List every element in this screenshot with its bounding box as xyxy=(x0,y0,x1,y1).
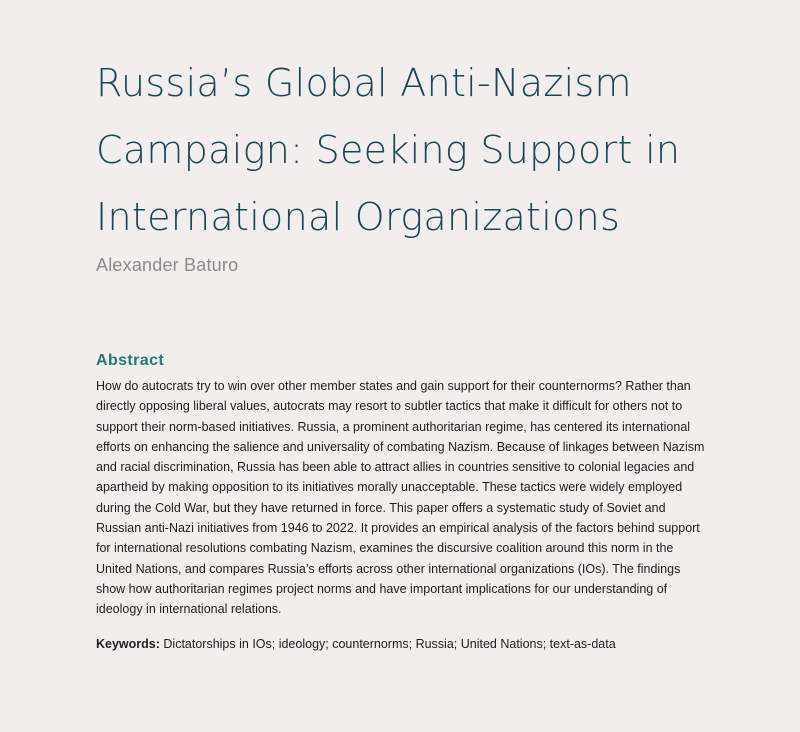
keywords-list: Dictatorships in IOs; ideology; counternorms; Russia; United Nations; text-as-data xyxy=(163,636,616,651)
keywords-label: Keywords: xyxy=(96,636,160,651)
author-name: Alexander Baturo xyxy=(96,255,239,275)
abstract-body: How do autocrats try to win over other member states and gain support for their counternorms? Rather than directly opposing liberal values, autocrats may resort to subtler tactics that make it difficult for others not to support their norm-based initiatives. Russia, a prominent authoritarian regime, has centered its international efforts on enhancing the salience and universality of combating Nazism. Because of linkages between Nazism and racial discrimination, Russia has been able to attract allies in countries sensitive to colonial legacies and apartheid by making opposition to its initiatives morally unacceptable. These tactics were widely employed during the Cold War, but they have returned in force. This paper offers a systematic study of Soviet and Russian anti-Nazi initiatives from 1946 to 2022. It provides an empirical analysis of the factors behind support for international resolutions combating Nazism, examines the discursive coalition around this norm in the United Nations, and compares Russia’s efforts across other international organizations (IOs). The findings show how authoritarian regimes project norms and have important implications for our understanding of ideology in international relations. xyxy=(96,379,705,617)
paper-title: Russia’s Global Anti-Nazism Campaign: Seeking Support in International Organizations xyxy=(96,61,681,239)
keywords-line xyxy=(96,634,705,654)
abstract-heading: Abstract xyxy=(96,352,165,369)
